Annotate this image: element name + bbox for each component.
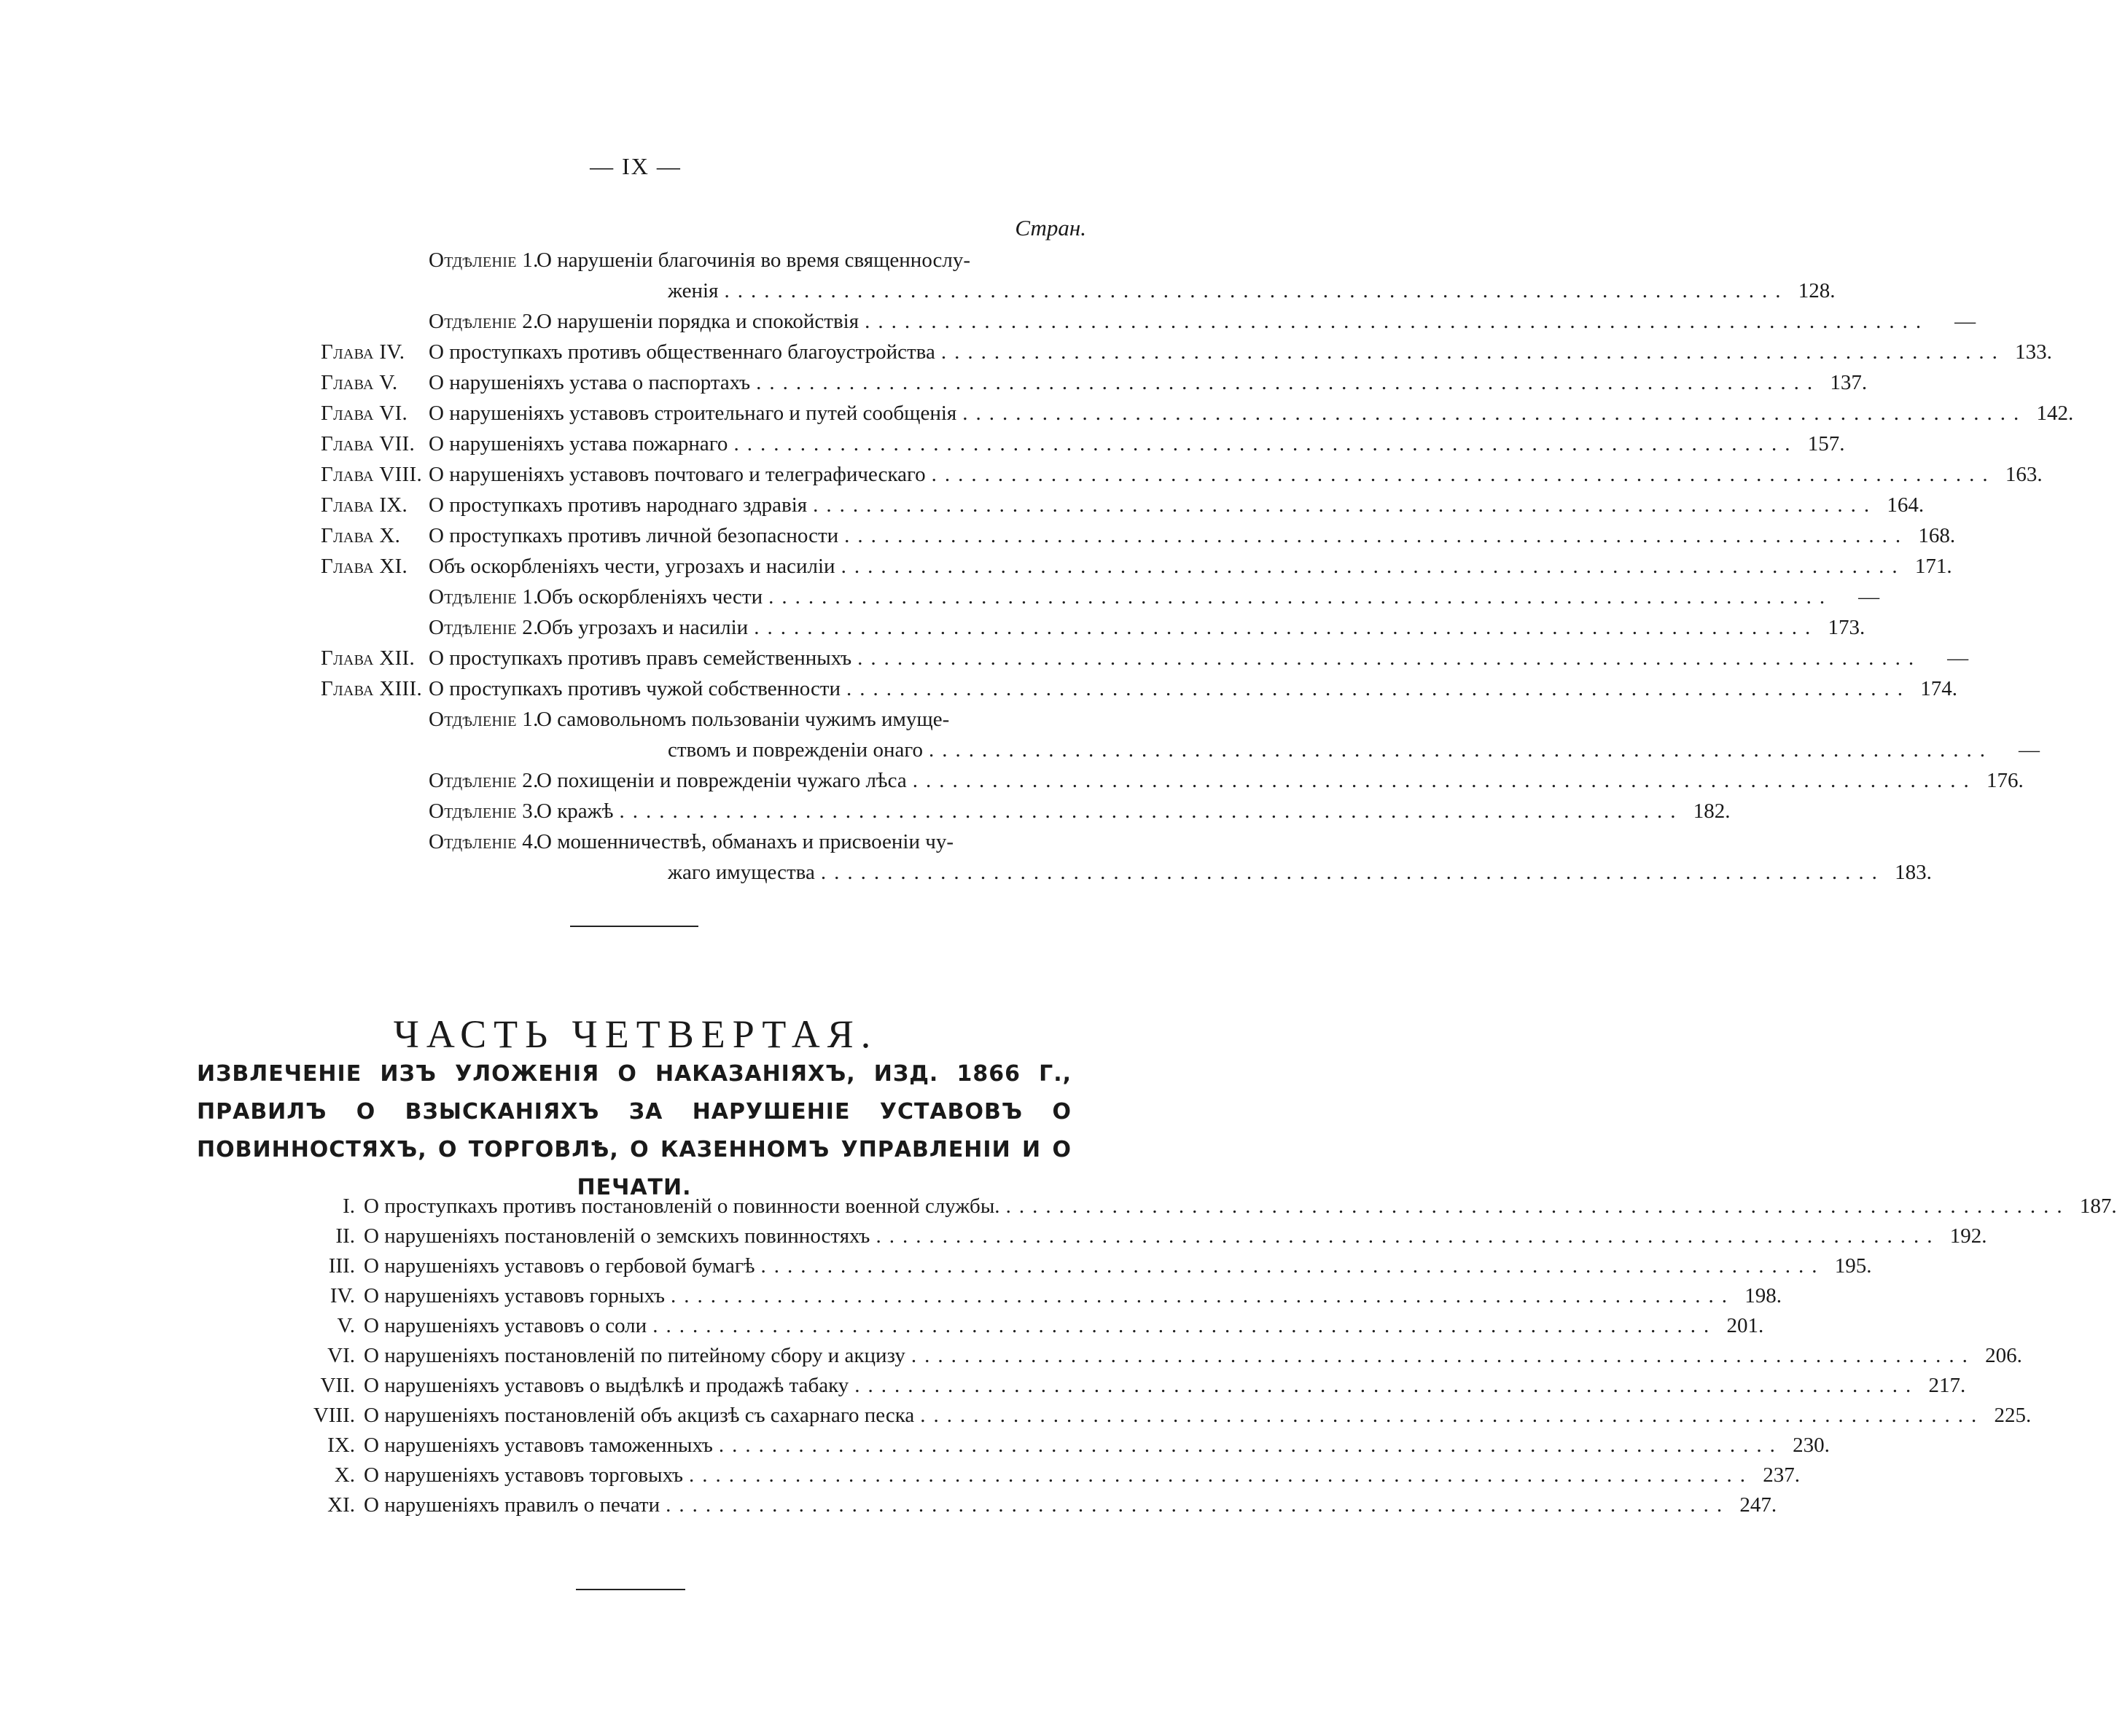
toc-row bbox=[321, 643, 1969, 673]
toc-leader: ................................................................................ bbox=[865, 310, 1930, 333]
toc-text: О проступкахъ противъ народнаго здравія bbox=[429, 493, 808, 517]
toc-row bbox=[321, 612, 1865, 643]
toc-page: 163. bbox=[2005, 463, 2043, 486]
toc-prefix: Глава V. bbox=[321, 371, 398, 394]
toc-page: — bbox=[1858, 585, 1880, 609]
toc-row-continuation bbox=[321, 275, 1836, 306]
toc-page: 176. bbox=[1987, 769, 2024, 792]
part-page: 225. bbox=[1994, 1404, 2032, 1427]
toc-leader: ................................................................................ bbox=[724, 279, 1789, 302]
toc-row bbox=[321, 429, 1845, 459]
part-toc bbox=[295, 1192, 2117, 1520]
part-text: О нарушеніяхъ постановленій о земскихъ повинностяхъ bbox=[364, 1224, 870, 1248]
toc-row bbox=[321, 306, 1976, 337]
part-leader: ................................................................................ bbox=[854, 1374, 1919, 1397]
part-leader: ................................................................................ bbox=[911, 1344, 1976, 1367]
toc-leader: ................................................................................ bbox=[820, 861, 1885, 884]
toc-prefix: Глава VIII. bbox=[321, 463, 423, 486]
part-number: VIII. bbox=[313, 1404, 355, 1427]
part-toc-row bbox=[295, 1192, 2117, 1221]
divider-bottom bbox=[576, 1589, 685, 1590]
toc-text: О нарушеніяхъ устава пожарнаго bbox=[429, 432, 728, 455]
toc-page: 133. bbox=[2015, 340, 2052, 364]
part-page: 187. bbox=[2079, 1195, 2117, 1218]
toc-leader: ................................................................................ bbox=[857, 646, 1922, 670]
toc-text: О проступкахъ противъ общественнаго благоустройства bbox=[429, 340, 935, 364]
toc-page: 183. bbox=[1895, 861, 1932, 884]
toc-row bbox=[321, 459, 2043, 490]
toc-list bbox=[321, 245, 2074, 888]
toc-row bbox=[321, 704, 1086, 735]
toc-page: 128. bbox=[1798, 279, 1836, 302]
part-leader: ................................................................................ bbox=[666, 1493, 1731, 1517]
part-page: 217. bbox=[1928, 1374, 1966, 1397]
toc-text: О нарушеніи порядка и спокойствія bbox=[537, 310, 859, 333]
part-page: 230. bbox=[1793, 1434, 1830, 1457]
toc-row bbox=[321, 490, 1925, 520]
toc-row bbox=[321, 673, 1958, 704]
part-number: I. bbox=[343, 1195, 355, 1218]
part-page: 201. bbox=[1726, 1314, 1764, 1337]
part-number: IV. bbox=[330, 1284, 355, 1307]
part-leader: ................................................................................ bbox=[876, 1224, 1941, 1248]
toc-row bbox=[321, 582, 1880, 612]
page-number: — IX — bbox=[590, 153, 682, 179]
part-text: О нарушеніяхъ постановленій объ акцизѣ съ сахарнаго песка bbox=[364, 1404, 915, 1427]
part-toc-row bbox=[295, 1221, 1987, 1251]
part-number: II. bbox=[335, 1224, 355, 1248]
part-toc-list bbox=[295, 1192, 2117, 1520]
toc-prefix: Глава VII. bbox=[321, 432, 416, 455]
toc-prefix: Отдѣленіе 1. bbox=[429, 585, 539, 609]
toc-page: 142. bbox=[2036, 402, 2074, 425]
toc-row bbox=[321, 796, 1731, 826]
part-number: IX. bbox=[327, 1434, 355, 1457]
part-text: О нарушеніяхъ постановленій по питейному сбору и акцизу bbox=[364, 1344, 905, 1367]
toc-prefix: Глава XII. bbox=[321, 646, 416, 670]
toc-leader: ................................................................................ bbox=[931, 463, 1996, 486]
toc-leader: ................................................................................ bbox=[962, 402, 2027, 425]
part-toc-row bbox=[295, 1461, 1800, 1490]
toc-leader: ................................................................................ bbox=[619, 799, 1684, 823]
toc-page: 171. bbox=[1914, 555, 1952, 578]
toc-prefix: Глава XIII. bbox=[321, 677, 423, 700]
toc-leader: ................................................................................ bbox=[846, 677, 1911, 700]
part-page: 237. bbox=[1763, 1463, 1800, 1487]
toc-page: 157. bbox=[1807, 432, 1845, 455]
part-page: 198. bbox=[1744, 1284, 1782, 1307]
part-toc-row bbox=[295, 1311, 1764, 1341]
part-leader: ................................................................................ bbox=[760, 1254, 1825, 1278]
part-text: О нарушеніяхъ уставовъ торговыхъ bbox=[364, 1463, 683, 1487]
toc-prefix: Глава XI. bbox=[321, 555, 408, 578]
part-number: X. bbox=[334, 1463, 355, 1487]
toc-leader: ................................................................................ bbox=[754, 616, 1819, 639]
toc-row bbox=[321, 826, 1086, 857]
part-toc-row bbox=[295, 1431, 1830, 1461]
part-page: 195. bbox=[1834, 1254, 1872, 1278]
part-text: О нарушеніяхъ уставовъ о выдѣлкѣ и продажѣ табаку bbox=[364, 1374, 849, 1397]
part-number: VII. bbox=[320, 1374, 355, 1397]
toc-leader: ................................................................................ bbox=[929, 738, 1994, 762]
toc-page: — bbox=[2019, 738, 2040, 762]
toc-leader: ................................................................................ bbox=[940, 340, 2005, 364]
part-text: О нарушеніяхъ правилъ о печати bbox=[364, 1493, 660, 1517]
toc-text: Объ угрозахъ и насиліи bbox=[537, 616, 749, 639]
toc-row-continuation bbox=[321, 735, 2040, 765]
toc-prefix: Отдѣленіе 2. bbox=[429, 310, 539, 333]
part-leader: ................................................................................ bbox=[920, 1404, 1985, 1427]
part-leader: ................................................................................ bbox=[671, 1284, 1736, 1307]
toc-row-continuation bbox=[321, 857, 1932, 888]
toc-text: О проступкахъ противъ правъ семейственныхъ bbox=[429, 646, 852, 670]
toc-text: Объ оскорбленіяхъ чести, угрозахъ и насиліи bbox=[429, 555, 835, 578]
part-number: XI. bbox=[327, 1493, 355, 1517]
part-text: О нарушеніяхъ уставовъ горныхъ bbox=[364, 1284, 666, 1307]
toc-row bbox=[321, 551, 1952, 582]
part-toc-row bbox=[295, 1251, 1872, 1281]
part-text: О нарушеніяхъ уставовъ таможенныхъ bbox=[364, 1434, 713, 1457]
toc-leader: ................................................................................ bbox=[813, 493, 1878, 517]
toc-prefix: Отдѣленіе 2. bbox=[429, 769, 539, 792]
toc-row bbox=[321, 520, 1956, 551]
toc-text: О проступкахъ противъ личной безопасности bbox=[429, 524, 839, 547]
toc-page: 173. bbox=[1828, 616, 1865, 639]
part-toc-row bbox=[295, 1401, 2032, 1431]
toc-text: О похищеніи и поврежденіи чужаго лѣса bbox=[537, 769, 907, 792]
toc-prefix: Глава VI. bbox=[321, 402, 408, 425]
toc-row bbox=[321, 398, 2074, 429]
toc-page: — bbox=[1947, 646, 1969, 670]
toc-prefix: Отдѣленіе 1. bbox=[429, 708, 539, 731]
toc-prefix: Отдѣленіе 4. bbox=[429, 830, 539, 853]
toc-text: О нарушеніи благочинія во время священнослу- bbox=[537, 249, 971, 272]
toc-prefix: Отдѣленіе 3. bbox=[429, 799, 539, 823]
part-text: О нарушеніяхъ уставовъ о соли bbox=[364, 1314, 647, 1337]
toc-row bbox=[321, 245, 1086, 275]
toc-row bbox=[321, 337, 2052, 367]
toc-page: 164. bbox=[1887, 493, 1925, 517]
toc-page: 174. bbox=[1920, 677, 1958, 700]
toc-leader: ................................................................................ bbox=[733, 432, 1798, 455]
toc-text: О кражѣ bbox=[537, 799, 614, 823]
part-page: 192. bbox=[1949, 1224, 1987, 1248]
part-page: 247. bbox=[1739, 1493, 1777, 1517]
toc-row bbox=[321, 367, 1868, 398]
divider-top bbox=[570, 926, 698, 927]
toc-prefix: Глава IX. bbox=[321, 493, 408, 517]
toc-row bbox=[321, 765, 2024, 796]
toc-continuation: жаго имущества bbox=[668, 861, 815, 884]
part-leader: ................................................................................ bbox=[718, 1434, 1783, 1457]
part-page: 206. bbox=[1985, 1344, 2022, 1367]
toc-page: 137. bbox=[1830, 371, 1868, 394]
toc-prefix: Отдѣленіе 1. bbox=[429, 249, 539, 272]
toc-text: О мошенничествѣ, обманахъ и присвоеніи чу- bbox=[537, 830, 954, 853]
toc-page: 168. bbox=[1918, 524, 1956, 547]
toc-text: О нарушеніяхъ уставовъ почтоваго и телеграфическаго bbox=[429, 463, 926, 486]
page-column-header: Стран. bbox=[1015, 215, 1086, 241]
toc-text: О нарушеніяхъ уставовъ строительнаго и путей сообщенія bbox=[429, 402, 957, 425]
part-leader: ................................................................................ bbox=[652, 1314, 1718, 1337]
toc-prefix: Глава IV. bbox=[321, 340, 405, 364]
part-leader: ................................................................................ bbox=[1005, 1195, 2070, 1218]
part-title: ЧАСТЬ ЧЕТВЕРТАЯ. bbox=[393, 1012, 878, 1057]
table-of-contents bbox=[321, 211, 2074, 888]
toc-text: О нарушеніяхъ устава о паспортахъ bbox=[429, 371, 751, 394]
part-toc-row bbox=[295, 1371, 1966, 1401]
part-toc-row bbox=[295, 1341, 2022, 1371]
toc-text: О проступкахъ противъ чужой собственности bbox=[429, 677, 841, 700]
toc-text: О самовольномъ пользованіи чужимъ имуще- bbox=[537, 708, 950, 731]
toc-prefix: Глава X. bbox=[321, 524, 401, 547]
toc-prefix: Отдѣленіе 2. bbox=[429, 616, 539, 639]
toc-text: Объ оскорбленіяхъ чести bbox=[537, 585, 763, 609]
toc-page: — bbox=[1954, 310, 1976, 333]
toc-continuation: ствомъ и поврежденіи онаго bbox=[668, 738, 924, 762]
part-number: III. bbox=[328, 1254, 355, 1278]
toc-continuation: женія bbox=[668, 279, 719, 302]
toc-page: 182. bbox=[1693, 799, 1731, 823]
toc-leader: ................................................................................ bbox=[756, 371, 1821, 394]
extract-title: ИЗВЛЕЧЕНІЕ ИЗЪ УЛОЖЕНІЯ О НАКАЗАНІЯХЪ, ИЗД. 1866 Г., ПРАВИЛЪ О ВЗЫСКАНІЯХЪ ЗА НАРУШЕНІЕ УСТАВОВЪ О ПОВИННОСТЯХЪ, О ТОРГОВЛѢ, О КАЗЕННОМЪ УПРАВЛЕНІИ И О ПЕЧАТИ. bbox=[197, 1061, 1072, 1200]
toc-leader: ................................................................................ bbox=[912, 769, 1977, 792]
part-leader: ................................................................................ bbox=[688, 1463, 1753, 1487]
toc-leader: ................................................................................ bbox=[841, 555, 1906, 578]
toc-leader: ................................................................................ bbox=[844, 524, 1909, 547]
part-number: V. bbox=[337, 1314, 355, 1337]
part-text: О нарушеніяхъ уставовъ о гербовой бумагѣ bbox=[364, 1254, 755, 1278]
part-toc-row bbox=[295, 1490, 1777, 1520]
part-toc-row bbox=[295, 1281, 1782, 1311]
part-text: О проступкахъ противъ постановленій о повинности военной службы. bbox=[364, 1195, 1000, 1218]
toc-leader: ................................................................................ bbox=[768, 585, 1833, 609]
part-number: VI. bbox=[327, 1344, 355, 1367]
